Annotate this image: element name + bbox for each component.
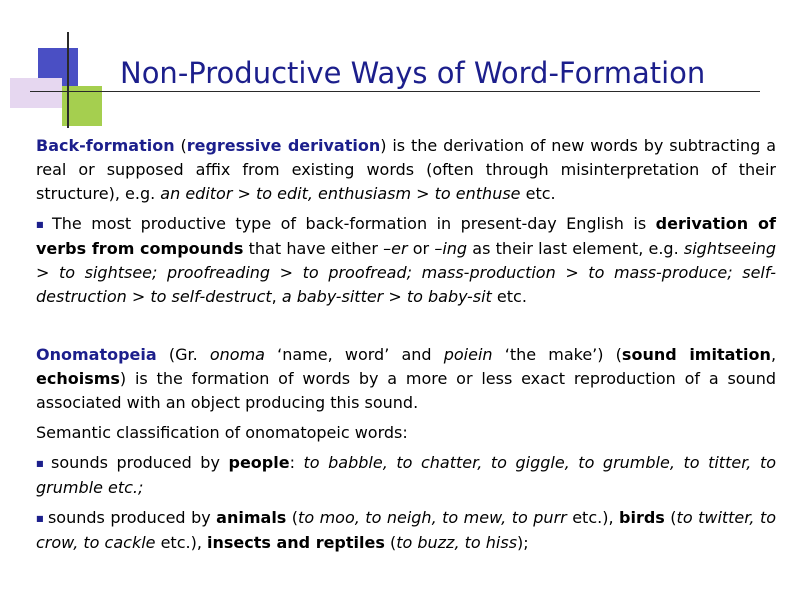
bullet-paragraph-animal-sounds xyxy=(36,506,776,555)
bold-text: derivation of verbs from compounds xyxy=(36,214,776,258)
text: , xyxy=(770,345,777,364)
example-text: an editor > to edit, enthusiasm > to enthuse xyxy=(160,184,521,203)
text: The most productive type of back-formation in present-day English is xyxy=(51,214,656,233)
text: , xyxy=(271,287,282,306)
text: sounds produced by xyxy=(51,453,229,472)
paragraph-semantic-classification: Semantic classification of onomatopeic words: xyxy=(36,423,408,442)
text: ) is the derivation of new words by subtracting a real or supposed affix from existing words (often through misinterpretation of their structure), e.g. xyxy=(36,136,777,203)
paragraph-back-formation xyxy=(36,134,776,206)
example-text: to buzz, to hiss xyxy=(396,533,518,552)
bold-text: sound imitation xyxy=(621,345,771,364)
text: etc. xyxy=(491,287,527,306)
text: etc.), xyxy=(566,508,620,527)
text: ‘name, word’ and xyxy=(264,345,444,364)
decorative-vertical-line xyxy=(67,32,69,128)
decorative-lavender-square xyxy=(10,78,62,108)
term-onomatopeia: Onomatopeia xyxy=(36,345,157,364)
text: as their last element, e.g. xyxy=(467,239,684,258)
bold-text: birds xyxy=(619,508,665,527)
square-bullet-icon: ■ xyxy=(36,459,48,468)
bullet-paragraph-verbs-from-compounds xyxy=(36,212,776,309)
text: ‘the make’) ( xyxy=(492,345,622,364)
example-text: to moo, to neigh, to mew, to purr xyxy=(298,508,567,527)
example-text: sightseeing > to sightsee; proofreading > to proofread; mass-production > to mass-produce; self-destruction > to self-destruct xyxy=(36,239,776,306)
example-text: poiein xyxy=(443,345,493,364)
text: : xyxy=(289,453,304,472)
bold-text: people xyxy=(228,453,290,472)
text: ); xyxy=(517,533,529,552)
text: or xyxy=(407,239,435,258)
decorative-horizontal-line xyxy=(30,91,760,92)
square-bullet-icon: ■ xyxy=(36,220,48,229)
bold-text: insects and reptiles xyxy=(207,533,385,552)
term-back-formation: Back-formation xyxy=(36,136,175,155)
bold-text: echoisms xyxy=(36,369,120,388)
term-regressive-derivation: regressive derivation xyxy=(186,136,381,155)
text: ( xyxy=(664,508,677,527)
text: (Gr. xyxy=(156,345,210,364)
text: ( xyxy=(286,508,299,527)
example-text: –er xyxy=(383,239,408,258)
paragraph-onomatopeia xyxy=(36,343,776,415)
example-text: to twitter, to crow, to cackle xyxy=(36,508,777,552)
text: etc.), xyxy=(155,533,207,552)
square-bullet-icon: ■ xyxy=(36,514,44,523)
slide-content xyxy=(36,134,776,555)
text: sounds produced by xyxy=(47,508,217,527)
bullet-paragraph-people-sounds xyxy=(36,451,776,500)
example-text: a baby-sitter > to baby-sit xyxy=(281,287,492,306)
bold-text: animals xyxy=(216,508,287,527)
text: that have either xyxy=(243,239,384,258)
text: ( xyxy=(174,136,187,155)
text: etc. xyxy=(520,184,556,203)
example-text: onoma xyxy=(209,345,265,364)
example-text: –ing xyxy=(434,239,468,258)
example-text: to babble, to chatter, to giggle, to grumble, to titter, to grumble etc.; xyxy=(36,453,777,497)
text: ( xyxy=(384,533,397,552)
text: ) is the formation of words by a more or less exact reproduction of a sound associated with an object producing this sound. xyxy=(36,369,776,412)
slide-title: Non-Productive Ways of Word-Formation xyxy=(120,56,706,90)
